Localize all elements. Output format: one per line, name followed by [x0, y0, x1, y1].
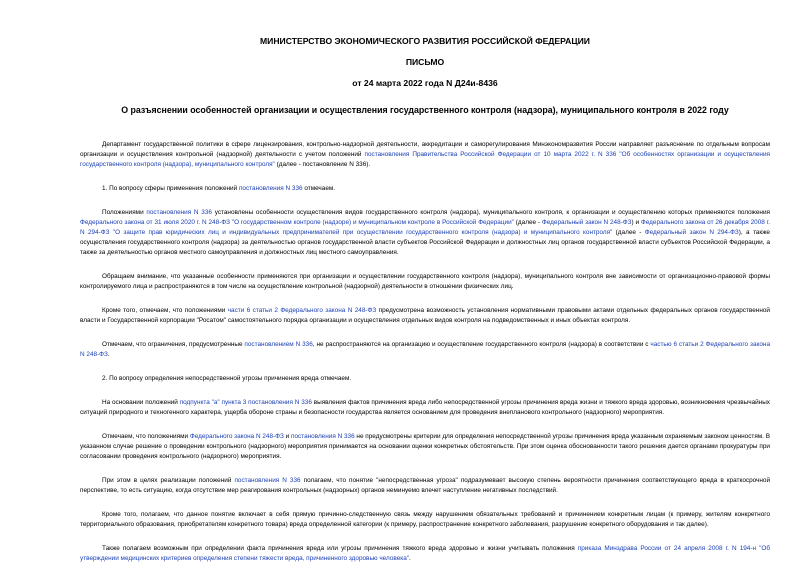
legal-reference-link[interactable]: частью 6 статьи 2 Федерального закона N 248-ФЗ	[80, 341, 770, 358]
paragraph	[80, 340, 770, 360]
legal-reference-link[interactable]: подпункта "а" пункта 3 постановления N 336	[179, 399, 312, 406]
paragraph-text: выявления фактов причинения вреда либо непосредственной угрозы причинения вреда жизни и тяжкого вреда здоровью, возникновения чрезвычайных ситуаций природного и техногенного характера, ущерба обороне страны и безопасности государства является основанием для проведения внепланового контрольного (надзорного) мероприятия.	[80, 399, 771, 416]
legal-reference-link[interactable]: постановления Правительства Российской Федерации от 10 марта 2022 г. N 336 "Об особенностях организации и осуществления государственного контроля (надзора), муниципального контроля"	[80, 151, 770, 168]
paragraph-text: Департамент государственной политики в сфере лицензирования, контрольно-надзорной деятельности, аккредитации и саморегулирования Минэкономразвития России направляет разъяснение по отдельным вопросам организации и осуществления контрольной (надзорной) деятельности с учетом положений	[80, 141, 770, 158]
legal-reference-link[interactable]: части 6 статьи 2 Федерального закона N 248-ФЗ	[227, 307, 377, 314]
paragraph-text: ) и	[631, 219, 641, 226]
paragraph-text: (далее -	[612, 229, 645, 236]
document-date-number: от 24 марта 2022 года N Д24и-8436	[352, 78, 498, 88]
legal-reference-link[interactable]: постановления N 336	[234, 477, 301, 484]
paragraph	[80, 374, 770, 384]
legal-reference-link[interactable]: постановления N 336	[291, 433, 355, 440]
paragraph	[80, 476, 770, 496]
paragraph-text: полагаем, что понятие "непосредственная угроза" подразумевает высокую степень вероятности причинения соответствующего вреда в краткосрочной перспективе, то есть ситуацию, когда отсутствие мер реагирования контрольных (надзорных) органов неминуемо влечет наступление негативных последствий.	[80, 477, 771, 494]
paragraph	[80, 140, 770, 170]
paragraph-text: Отмечаем, что положениями	[102, 433, 190, 440]
document-page	[80, 0, 770, 578]
paragraph	[80, 272, 770, 292]
legal-reference-link[interactable]: приказа Минздрава России от 24 апреля 2008 г. N 194-н "Об утверждении медицинских критериев определения степени тяжести вреда, причиненного здоровью человека"	[80, 545, 770, 562]
paragraph	[80, 544, 770, 564]
paragraph-text: установлены особенности осуществления видов государственного контроля (надзора), муниципального контроля, к организации и осуществлению которых применяются положения	[211, 209, 770, 216]
paragraph-text: Отмечаем, что ограничения, предусмотренные	[102, 341, 245, 348]
paragraph-text: (далее -	[513, 219, 542, 226]
paragraph-text: , не распространяются на организацию и осуществление государственного контроля (надзора) в соответствии с	[312, 341, 651, 348]
paragraph-text: Положениями	[102, 209, 147, 216]
document-kind: ПИСЬМО	[405, 57, 445, 67]
paragraph-text: На основании положений	[102, 399, 180, 406]
legal-reference-link[interactable]: Федеральный закон N 248-ФЗ	[541, 219, 632, 226]
paragraph-text: 2. По вопросу определения непосредственной угрозы причинения вреда отмечаем.	[102, 375, 352, 382]
paragraph-text: Также полагаем возможным при определении факта причинения вреда или угрозы причинения тяжкого вреда здоровью и жизни учитывать положения	[102, 545, 578, 552]
paragraph	[80, 398, 770, 418]
paragraph-text: отмечаем.	[302, 185, 336, 192]
paragraph-text: .	[409, 555, 411, 562]
legal-reference-link[interactable]: постановлением N 336	[244, 341, 313, 348]
paragraph-text: 1. По вопросу сферы применения положений	[102, 185, 239, 192]
paragraph-text: ), а также осуществления государственного контроля (надзора) за деятельностью органов государственной власти субъектов Российской Федерации и должностных лиц органов государственной власти субъектов Российской Федерации, а также за деятельностью органов местного самоуправления и должностных лиц местного самоуправления.	[80, 229, 770, 256]
paragraph-text: При этом в целях реализации положений	[102, 477, 235, 484]
paragraph-text: (далее - постановление N 336).	[274, 161, 371, 168]
paragraph-text: предусмотрена возможность установления нормативными правовыми актами отдельных федеральных органов государственной власти и Государственной корпорации "Росатом" самостоятельного порядка организации и осуществления отдельных видов контроля на подведомственных и иных объектах контроля.	[80, 307, 770, 324]
paragraph	[80, 184, 770, 194]
document-subject: О разъяснении особенностей организации и осуществления государственного контроля (надзора), муниципального контроля в 2022 году	[121, 105, 729, 115]
paragraph-text: и	[283, 433, 291, 440]
ministry-name: МИНИСТЕРСТВО ЭКОНОМИЧЕСКОГО РАЗВИТИЯ РОССИЙСКОЙ ФЕДЕРАЦИИ	[260, 36, 590, 46]
paragraph-text: Кроме того, отмечаем, что положениями	[102, 307, 228, 314]
paragraph	[80, 306, 770, 326]
paragraph-text: Обращаем внимание, что указанные особенности применяются при организации и осуществлении государственного контроля (надзора), муниципального контроля вне зависимости от организационно-правовой формы контролируемого лица и распространяются в том числе на осуществление контрольной (надзорной) деятельности в отношении физических лиц.	[80, 273, 770, 290]
legal-reference-link[interactable]: Федерального закона N 248-ФЗ	[189, 433, 284, 440]
legal-reference-link[interactable]: постановления N 336	[238, 185, 303, 192]
legal-reference-link[interactable]: Федерального закона от 26 декабря 2008 г. N 294-ФЗ "О защите прав юридических лиц и индивидуальных предпринимателей при осуществлении государственного контроля (надзора) и муниципального контроля"	[80, 219, 770, 236]
paragraph-text: не предусмотрены критерии для определения непосредственной угрозы причинения вреда указанным охраняемым законом ценностям. В указанном случае решение о проведении контрольного (надзорного) мероприятия принимается на основании оценки конкретных обстоятельств. При этом оценка обоснованности такого решения дается органами прокуратуры при согласовании проведения контрольного (надзорного) мероприятия.	[80, 433, 770, 460]
paragraph-text: .	[107, 351, 110, 358]
paragraph	[80, 208, 770, 258]
paragraph	[80, 432, 770, 462]
paragraph-text: Кроме того, полагаем, что данное понятие включает в себя прямую причинно-следственную связь между нарушением обязательных требований и причинением конкретным лицам (к примеру, жителям конкретного территориального образования, приобретателям конкретного товара) вреда определенной категории (к примеру, распространение конкретного заболевания, разрушение конкретного оборудования и так далее).	[80, 511, 770, 528]
legal-reference-link[interactable]: постановления N 336	[146, 209, 212, 216]
legal-reference-link[interactable]: Федеральный закон N 294-ФЗ	[644, 229, 739, 236]
paragraph	[80, 510, 770, 530]
legal-reference-link[interactable]: Федерального закона от 31 июля 2020 г. N 248-ФЗ "О государственном контроле (надзоре) и муниципальном контроле в Российской Федерации"	[80, 219, 514, 226]
document-body	[80, 140, 770, 564]
